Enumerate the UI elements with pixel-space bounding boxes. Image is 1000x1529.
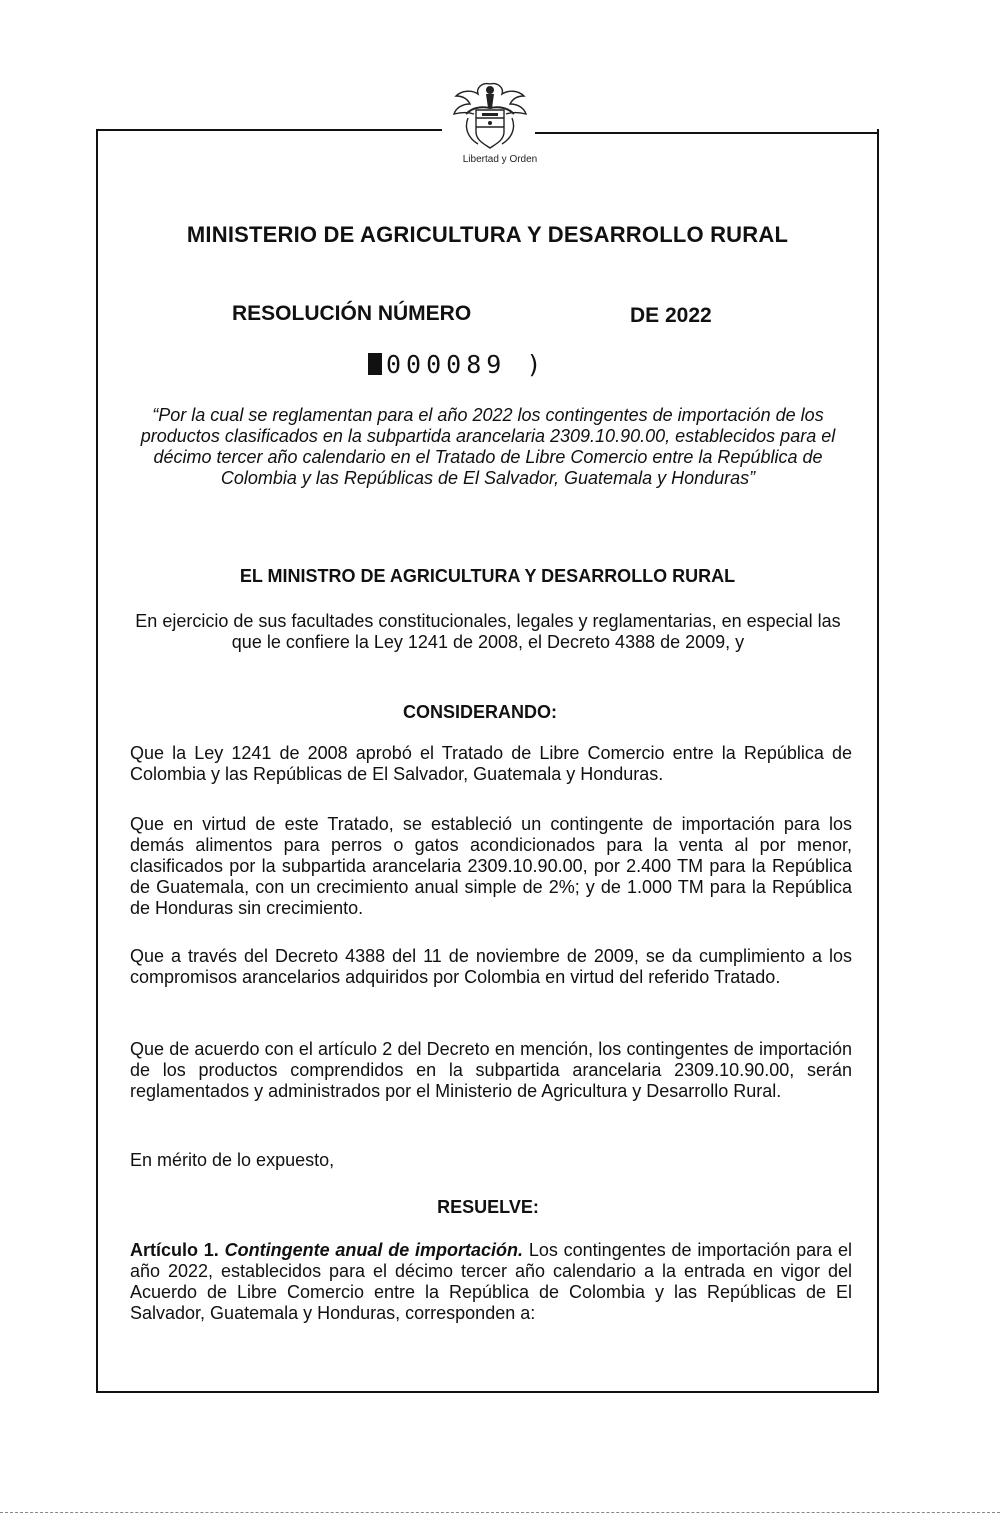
resolution-year: DE 2022 [630, 304, 712, 327]
considerando-paragraph-1: Que la Ley 1241 de 2008 aprobó el Tratado de Libre Comercio entre la República de Colombia y las Repúblicas de El Salvador, Guatemala y Honduras. [130, 743, 852, 784]
merito-text: En mérito de lo expuesto, [130, 1150, 335, 1170]
considerando-heading: CONSIDERANDO: [402, 702, 557, 722]
considerando-paragraph-4: Que de acuerdo con el artículo 2 del Decreto en mención, los contingentes de importación de los productos comprendidos en la subpartida arancelaria 2309.10.90.00, serán reglamentados y administrados por el Ministerio de Agricultura y Desarrollo Rural. [130, 1039, 852, 1101]
motto-text: Libertad y Orden [462, 154, 538, 165]
article-1-label: Artículo 1. [130, 1240, 219, 1260]
article-1-text: Los contingentes de importación para el año 2022, establecidos para el décimo tercer año calendario a la entrada en vigor del Acuerdo de Libre Comercio entre la República de Colombia y las Repúblicas de El Salvador, Guatemala y Honduras, corresponden a: [130, 1240, 852, 1323]
article-1-title: Contingente anual de importación. [224, 1240, 524, 1260]
powers-paragraph: En ejercicio de sus facultades constitucionales, legales y reglamentarias, en especial las que le confiere la Ley 1241 de 2008, el Decreto 4388 de 2009, y [135, 611, 841, 652]
resolution-subject: “Por la cual se reglamentan para el año 2022 los contingentes de importación de los productos clasificados en la subpartida arancelaria 2309.10.90.00, establecidos para el décimo tercer año calendario en el Tratado de Libre Comercio entre la República de Colombia y las Repúblicas de El Salvador, Guatemala y Honduras” [140, 405, 836, 488]
resolution-number: 000089 ) [386, 350, 547, 379]
considerando-paragraph-3: Que a través del Decreto 4388 del 11 de noviembre de 2009, se da cumplimiento a los compromisos arancelarios adquiridos por Colombia en virtud del referido Tratado. [130, 946, 852, 987]
ministry-title: MINISTERIO DE AGRICULTURA Y DESARROLLO RURAL [186, 222, 789, 247]
resuelve-heading: RESUELVE: [437, 1197, 539, 1217]
stamp-mark-icon [368, 353, 382, 375]
scan-bottom-edge [0, 1512, 1000, 1513]
coat-of-arms-icon [446, 78, 534, 153]
resolution-label: RESOLUCIÓN NÚMERO [232, 302, 472, 325]
resolution-number-stamp [368, 350, 546, 379]
minister-heading: EL MINISTRO DE AGRICULTURA Y DESARROLLO RURAL [239, 566, 736, 586]
considerando-paragraph-2: Que en virtud de este Tratado, se estableció un contingente de importación para los demás alimentos para perros o gatos acondicionados para la venta al por menor, clasificados por la subpartida arancelaria 2309.10.90.00, por 2.400 TM para la República de Guatemala, con un crecimiento anual simple de 2%; y de 1.000 TM para la República de Honduras sin crecimiento. [130, 814, 852, 918]
article-1 [130, 1240, 852, 1324]
